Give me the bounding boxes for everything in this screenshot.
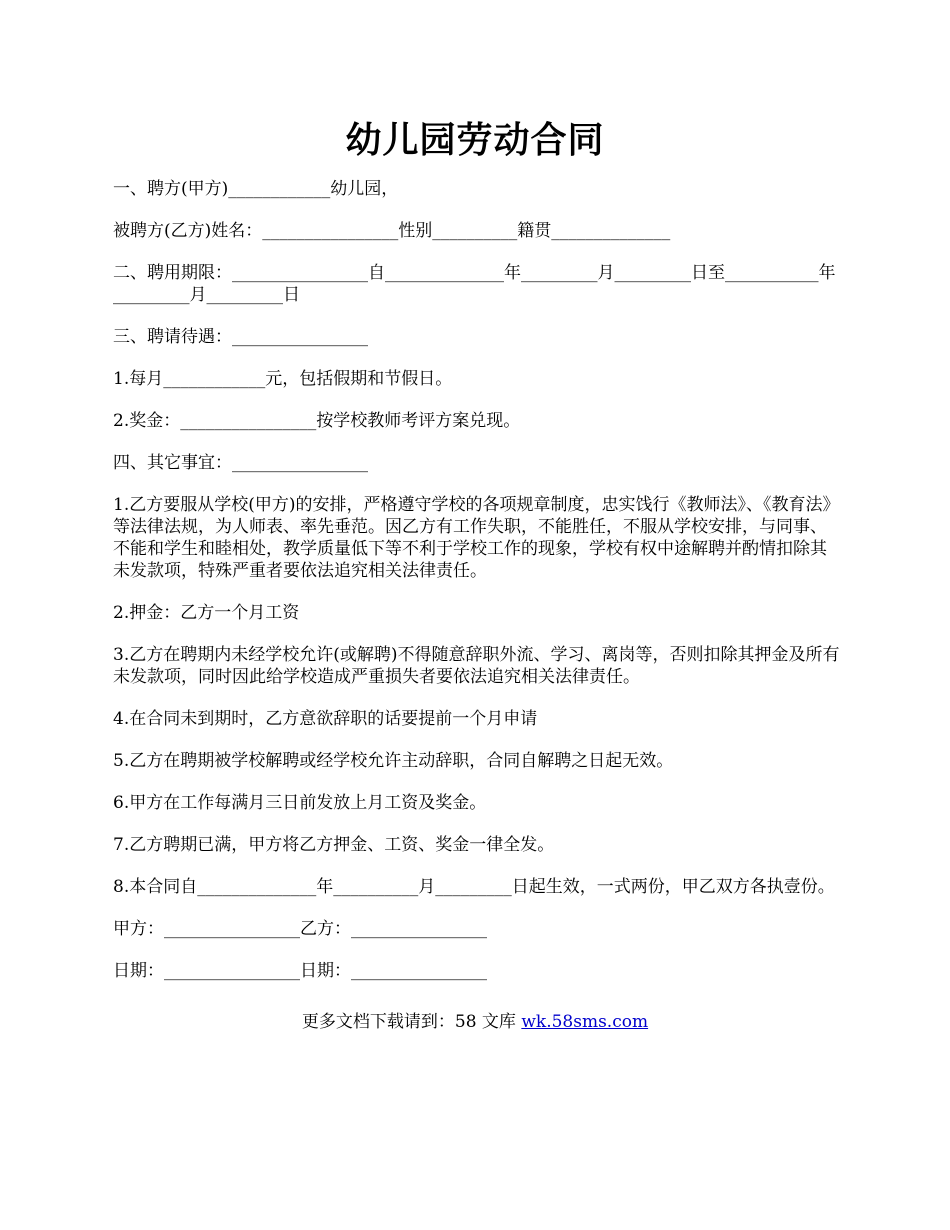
paragraph-clause-4: 4.在合同未到期时，乙方意欲辞职的话要提前一个月申请 bbox=[113, 709, 538, 729]
paragraph-monthly-pay: 1.每月____________元，包括假期和节假日。 bbox=[113, 369, 453, 389]
paragraph-employee-info: 被聘方(乙方)姓名：________________性别__________籍贯______________ bbox=[113, 221, 671, 241]
footer-text: 更多文档下载请到：58 文库 bbox=[301, 1012, 522, 1032]
paragraph-clause-3: 3.乙方在聘期内未经学校允许(或解聘)不得随意辞职外流、学习、离岗等，否则扣除其押金及所有未发款项，同时因此给学校造成严重损失者要依法追究相关法律责任。 bbox=[113, 645, 840, 687]
document-title: 幼儿园劳动合同 bbox=[345, 119, 605, 161]
paragraph-clause-2: 2.押金：乙方一个月工资 bbox=[113, 603, 300, 623]
paragraph-dates: 日期：________________日期：________________ bbox=[113, 961, 487, 981]
paragraph-bonus: 2.奖金：________________按学校教师考评方案兑现。 bbox=[113, 411, 521, 431]
paragraph-other-matters: 四、其它事宜：________________ bbox=[113, 453, 368, 473]
paragraph-clause-5: 5.乙方在聘期被学校解聘或经学校允许主动辞职，合同自解聘之日起无效。 bbox=[113, 751, 674, 771]
footer bbox=[0, 1011, 950, 1033]
paragraph-signatures: 甲方：________________乙方：________________ bbox=[113, 919, 487, 939]
paragraph-clause-6: 6.甲方在工作每满月三日前发放上月工资及奖金。 bbox=[113, 793, 487, 813]
footer-link[interactable]: wk.58sms.com bbox=[521, 1012, 649, 1032]
paragraph-treatment: 三、聘请待遇：________________ bbox=[113, 327, 368, 347]
paragraph-employer: 一、聘方(甲方)____________幼儿园， bbox=[113, 179, 399, 199]
paragraph-clause-8: 8.本合同自______________年__________月_________日起生效，一式两份，甲乙双方各执壹份。 bbox=[113, 877, 835, 897]
document-body bbox=[113, 178, 843, 1002]
paragraph-clause-1: 1.乙方要服从学校(甲方)的安排，严格遵守学校的各项规章制度，忠实饯行《教师法》、《教育法》等法律法规，为人师表、率先垂范。因乙方有工作失职，不能胜任，不服从学校安排，与同事、不能和学生和睦相处，教学质量低下等不利于学校工作的现象，学校有权中途解聘并酌情扣除其未发款项，特殊严重者要依法追究相关法律责任。 bbox=[113, 495, 840, 581]
paragraph-term: 二、聘用期限：________________自______________年_________月_________日至___________年_________月_________日 bbox=[113, 263, 836, 305]
paragraph-clause-7: 7.乙方聘期已满，甲方将乙方押金、工资、奖金一律全发。 bbox=[113, 835, 555, 855]
